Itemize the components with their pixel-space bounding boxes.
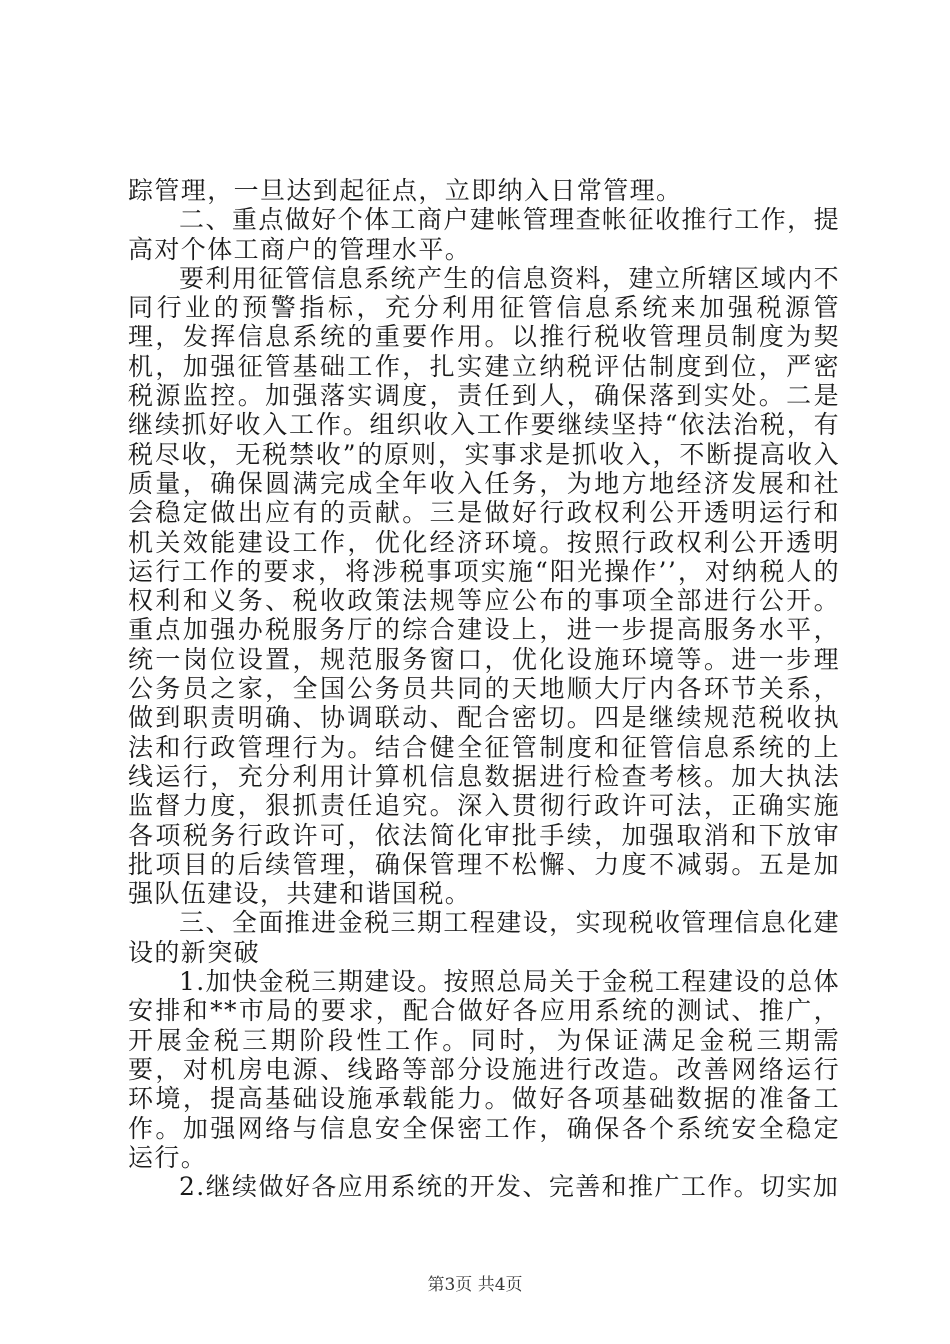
list-item-1: 1.加快金税三期建设。按照总局关于金税工程建设的总体安排和**市局的要求，配合做好各应用系统的测试、推广，开展金税三期阶段性工作。同时，为保证满足金税三期需要，对机房电源、线路等部分设施进行改造。改善网络运行环境，提高基础设施承载能力。做好各项基础数据的准备工作。加强网络与信息安全保密工作，确保各个系统安全稳定运行。: [128, 967, 840, 1172]
paragraph-continuation: 踪管理，一旦达到起征点，立即纳入日常管理。: [128, 176, 683, 205]
section-heading-3: 三、全面推进金税三期工程建设，实现税收管理信息化建设的新突破: [128, 908, 840, 967]
paragraph-body: 要利用征管信息系统产生的信息资料，建立所辖区域内不同行业的预警指标，充分利用征管信息系统来加强税源管理，发挥信息系统的重要作用。以推行税收管理员制度为契机，加强征管基础工作，扎实建立纳税评估制度到位，严密税源监控。加强落实调度，责任到人，确保落到实处。二是继续抓好收入工作。组织收入工作要继续坚持“依法治税，有税尽收，无税禁收”的原则，实事求是抓收入，不断提高收入质量，确保圆满完成全年收入任务，为地方地经济发展和社会稳定做出应有的贡献。三是做好行政权利公开透明运行和机关效能建设工作，优化经济环境。按照行政权利公开透明运行工作的要求，将涉税事项实施“阳光操作’’，对纳税人的权利和义务、税收政策法规等应公布的事项全部进行公开。重点加强办税服务厅的综合建设上，进一步提高服务水平，统一岗位设置，规范服务窗口，优化设施环境等。进一步理公务员之家，全国公务员共同的天地顺大厅内各环节关系，做到职责明确、协调联动、配合密切。四是继续规范税收执法和行政管理行为。结合健全征管制度和征管信息系统的上线运行，充分利用计算机信息数据进行检查考核。加大执法监督力度，狠抓责任追究。深入贯彻行政许可法，正确实施各项税务行政许可，依法简化审批手续，加强取消和下放审批项目的后续管理，确保管理不松懈、力度不减弱。五是加强队伍建设，共建和谐国税。: [128, 263, 840, 909]
section-heading-2: 二、重点做好个体工商户建帐管理查帐征收推行工作，提高对个体工商户的管理水平。: [128, 205, 840, 264]
list-item-2: 2.继续做好各应用系统的开发、完善和推广工作。切实加: [179, 1172, 840, 1202]
page-number-footer: 第3页 共4页: [427, 1275, 523, 1295]
document-body: [128, 176, 840, 1201]
